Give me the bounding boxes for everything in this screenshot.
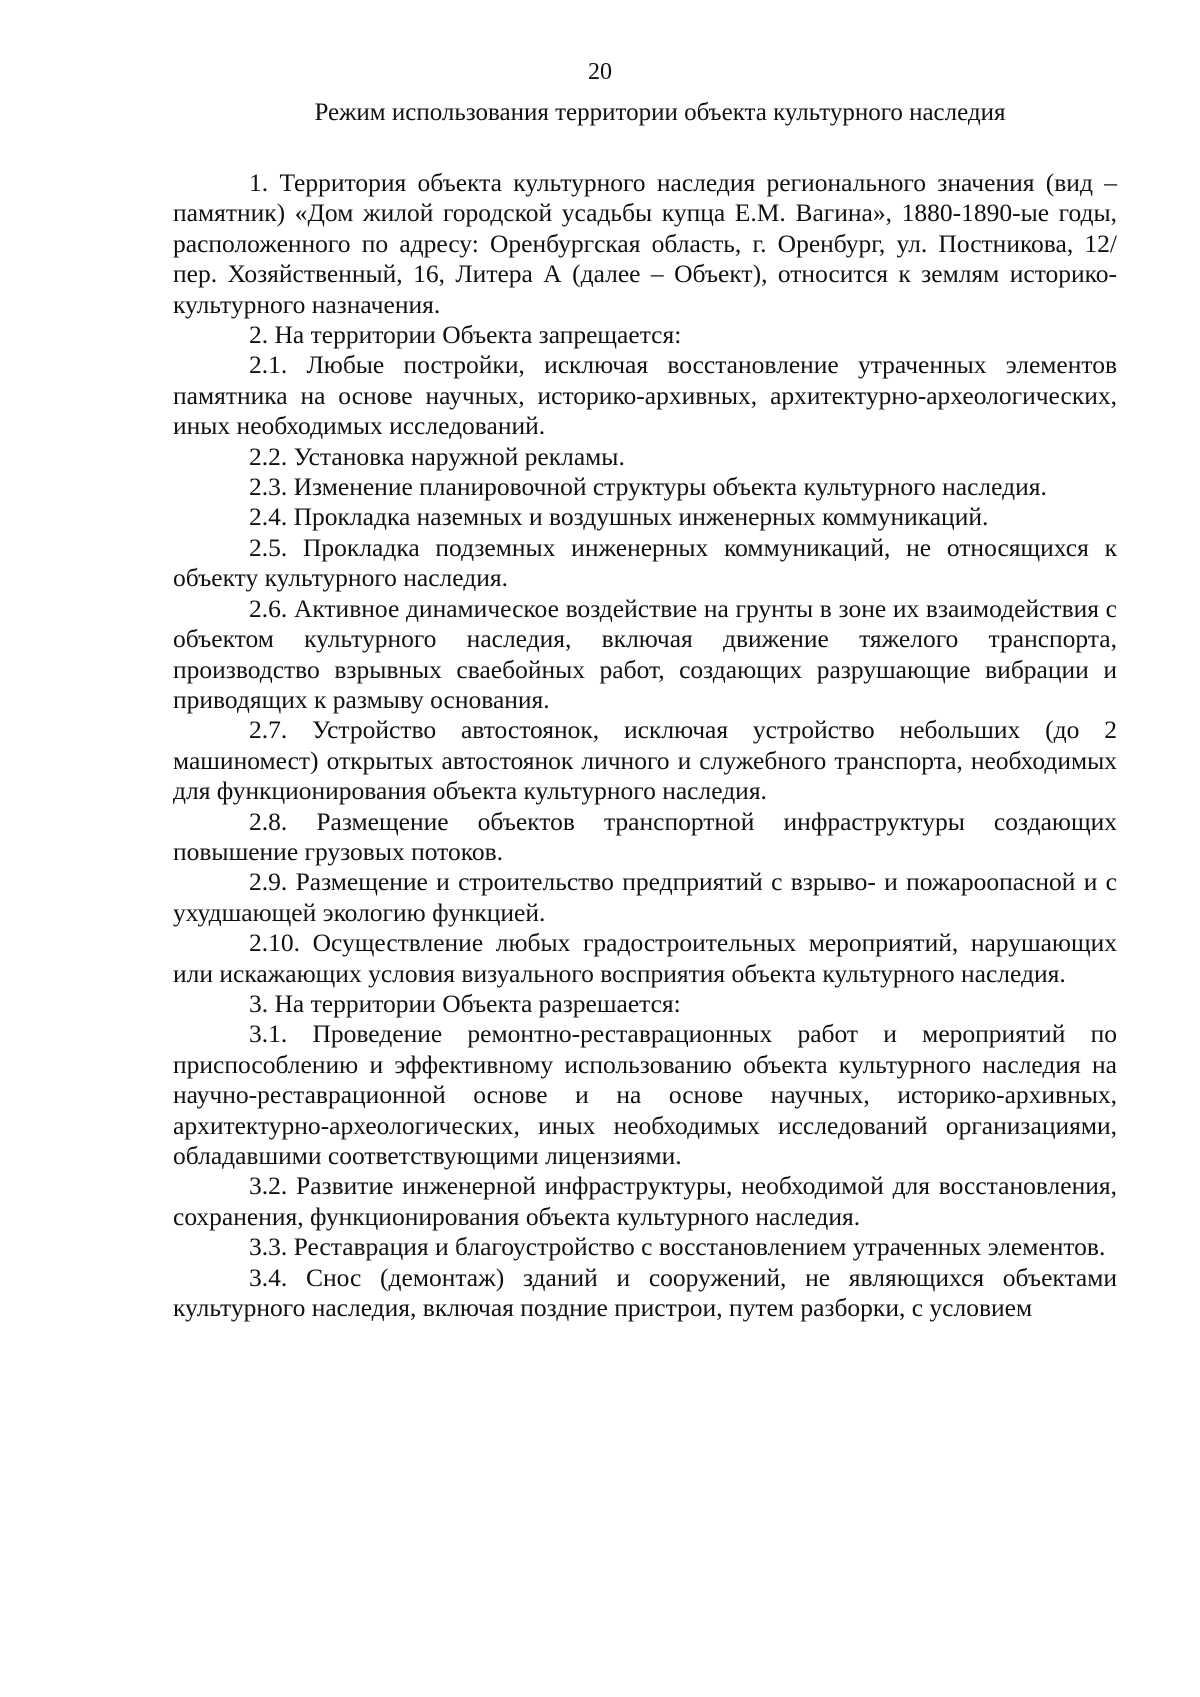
paragraph-2-9: 2.9. Размещение и строительство предприятий с взрыво- и пожароопасной и с ухудшающей экологию функцией. [173,867,1117,927]
paragraph-3-2: 3.2. Развитие инженерной инфраструктуры, необходимой для восстановления, сохранения, функционирования объекта культурного наследия. [173,1171,1117,1231]
paragraph-2-6: 2.6. Активное динамическое воздействие на грунты в зоне их взаимодействия с объектом культурного наследия, включая движение тяжелого транспорта, производство взрывных сваебойных работ, создающих разрушающие вибрации и приводящих к размыву основания. [173,593,1117,714]
paragraph-1: 1. Территория объекта культурного наследия регионального значения (вид – памятник) «Дом жилой городской усадьбы купца Е.М. Вагина», 1880-1890-ые годы, расположенного по адресу: Оренбургская область, г. Оренбург, ул. Постникова, 12/пер. Хозяйственный, 16, Литера А (далее – Объект), относится к землям историко-культурного назначения. [173,168,1117,319]
paragraph-2-5: 2.5. Прокладка подземных инженерных коммуникаций, не относящихся к объекту культурного наследия. [173,532,1117,593]
document-body [173,168,1117,1323]
paragraph-2-2: 2.2. Установка наружной рекламы. [249,441,625,471]
paragraph-2-10: 2.10. Осуществление любых градостроительных мероприятий, нарушающих или искажающих условия визуального восприятия объекта культурного наследия. [173,928,1117,988]
paragraph-3: 3. На территории Объекта разрешается: [249,988,681,1018]
paragraph-3-4: 3.4. Снос (демонтаж) зданий и сооружений, не являющихся объектами культурного наследия, включая поздние пристрои, путем разборки, с условием [173,1262,1117,1323]
paragraph-2: 2. На территории Объекта запрещается: [249,320,682,350]
paragraph-3-3: 3.3. Реставрация и благоустройство с восстановлением утраченных элементов. [249,1232,1106,1262]
page-number: 20 [588,59,612,85]
paragraph-2-7: 2.7. Устройство автостоянок, исключая устройство небольших (до 2 машиномест) открытых автостоянок личного и служебного транспорта, необходимых для функционирования объекта культурного наследия. [173,715,1117,806]
paragraph-3-1: 3.1. Проведение ремонтно-реставрационных работ и мероприятий по приспособлению и эффективному использованию объекта культурного наследия на научно-реставрационной основе и на основе научных, историко-архивных, архитектурно-археологических, иных необходимых исследований организациями, обладавшими соответствующими лицензиями. [173,1019,1117,1170]
paragraph-2-4: 2.4. Прокладка наземных и воздушных инженерных коммуникаций. [249,502,989,532]
paragraph-2-3: 2.3. Изменение планировочной структуры объекта культурного наследия. [249,472,1047,502]
paragraph-2-8: 2.8. Размещение объектов транспортной инфраструктуры создающих повышение грузовых потоков. [173,806,1117,866]
paragraph-2-1: 2.1. Любые постройки, исключая восстановление утраченных элементов памятника на основе научных, историко-архивных, архитектурно-археологических, иных необходимых исследований. [173,350,1117,441]
document-title: Режим использования территории объекта культурного наследия [314,99,1006,126]
